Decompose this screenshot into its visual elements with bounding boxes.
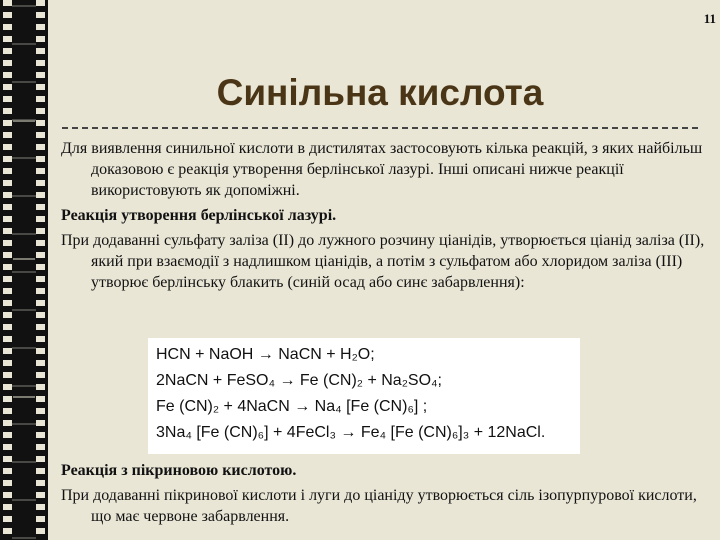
equation-line: Fe (CN)₂ + 4NaCN → Na₄ [Fe (CN)₆] ; — [156, 398, 428, 415]
equation-line: 2NaCN + FeSO₄ → Fe (CN)₂ + Na₂SO₄; — [156, 372, 442, 389]
film-frame-divider — [13, 120, 35, 122]
section-heading-prussian-blue: Реакція утворення берлінської лазурі. — [61, 207, 337, 224]
slide-title: Синільна кислота — [216, 72, 544, 113]
film-frame-divider — [13, 396, 35, 398]
slide-body — [61, 138, 709, 297]
film-strip-decoration — [0, 0, 48, 540]
equation-line: 3Na₄ [Fe (CN)₆] + 4FeCl₃ → Fe₄ [Fe (CN)₆]₃ + 12NaCl. — [156, 424, 546, 441]
film-frame-divider — [13, 258, 35, 260]
equation-line: HCN + NaOH → NaCN + H₂O; — [156, 346, 375, 363]
film-perforation-right — [36, 0, 45, 540]
equations-image — [148, 338, 580, 454]
picric-acid-section — [61, 460, 709, 531]
intro-paragraph: Для виявлення синильної кислоти в дистилятах застосовують кілька реакцій, з яких найбільш доказовою є реакція утворення берлінської лазурі. Інші описані нижче реакції використовують як допоміжні. — [61, 140, 703, 199]
film-perforation-left — [3, 0, 12, 540]
section-heading-picric-acid: Реакція з пікриновою кислотою. — [61, 462, 297, 479]
prussian-blue-paragraph: При додаванні сульфату заліза (ІІ) до лужного розчину ціанідів, утворюється ціанід заліза (ІІ), який при взаємодії з надлишком ціанідів, а потім з сульфатом або хлоридом заліза (ІІІ) утворює берлінську блакить (синій осад або синє забарвлення): — [61, 232, 705, 291]
picric-acid-paragraph: При додаванні пікринової кислоти і луги до ціаніду утворюється сіль ізопурпурової кислоти, що має червоне забарвлення. — [61, 487, 697, 525]
title-divider — [62, 127, 698, 129]
page-number: 11 — [703, 11, 716, 26]
